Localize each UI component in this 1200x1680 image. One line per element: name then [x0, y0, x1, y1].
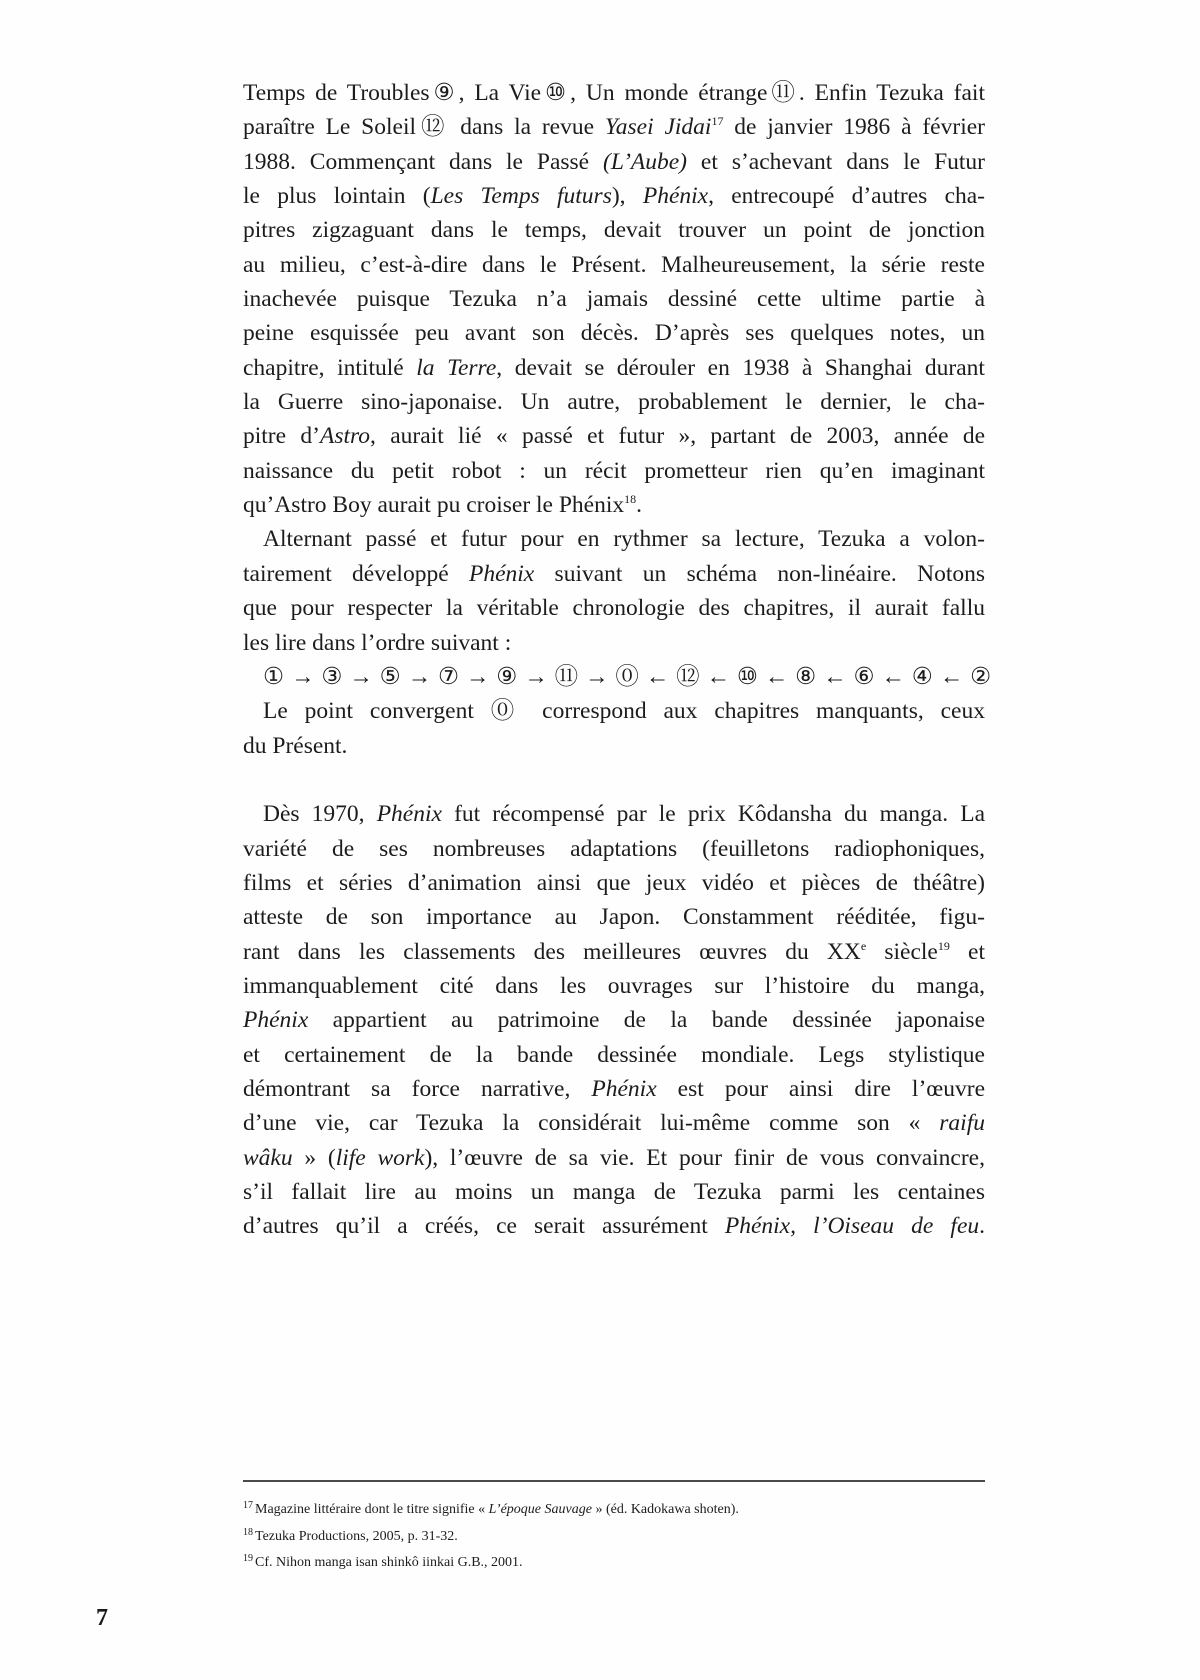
text-line	[243, 110, 985, 144]
text-line	[243, 557, 985, 591]
text-run: et certainement de la bande dessinée mondiale. Legs stylistique	[243, 1041, 985, 1068]
text-run: atteste de son importance au Japon. Constamment rééditée, figu-	[243, 904, 985, 931]
text-run: Le point convergent ⓪ correspond aux chapitres manquants, ceux	[263, 698, 985, 725]
footnote-18	[243, 1524, 985, 1551]
text-run: , entrecoupé d’autres cha-	[708, 183, 986, 210]
text-run: 1988. Commençant dans le Passé	[243, 148, 604, 175]
reading-order-sequence: ① → ③ → ⑤ → ⑦ → ⑨ → ⑪ → ⓪ ← ⑫ ← ⑩ ← ⑧ ← ⑥ ← ④ ← ②	[263, 663, 992, 690]
text-run: pitre d’	[243, 423, 320, 450]
english-term: life work	[335, 1144, 425, 1171]
text-run: appartient au patrimoine de la bande dessinée japonaise	[308, 1007, 985, 1034]
text-line	[243, 145, 985, 179]
footnote-divider	[243, 1480, 985, 1482]
text-run: naissance du petit robot : un récit prometteur rien qu’en imaginant	[243, 457, 985, 484]
japanese-term: raifu	[939, 1110, 985, 1137]
work-title: Phénix	[376, 801, 442, 828]
text-run: au milieu, c’est-à-dire dans le Présent. Malheureusement, la série reste	[243, 251, 985, 278]
text-run: de janvier 1986 à février	[723, 114, 985, 141]
text-run: immanquablement cité dans les ouvrages sur l’histoire du manga,	[243, 972, 985, 999]
text-run: du Présent.	[243, 732, 348, 759]
text-line	[243, 385, 985, 419]
text-run: , devait se dérouler en 1938 à Shanghai durant	[496, 354, 985, 381]
text-run: la Guerre sino-japonaise. Un autre, probablement le dernier, le cha-	[243, 389, 985, 416]
footnote-ref-17: 17	[711, 114, 724, 129]
text-run: paraître Le Soleil⑫ dans la revue	[243, 114, 605, 141]
text-run: et s’achevant dans le Futur	[687, 148, 986, 175]
paragraph-gap	[243, 763, 985, 797]
text-run: s’il fallait lire au moins un manga de Tezuka parmi les centaines	[243, 1179, 985, 1205]
text-run: , aurait lié « passé et futur », partant de 2003, année de	[370, 423, 986, 450]
japanese-term: wâku	[243, 1144, 293, 1171]
work-title: Phénix	[468, 560, 535, 587]
work-title: Phénix	[642, 183, 709, 210]
text-run: suivant un schéma non-linéaire. Notons	[534, 560, 985, 587]
text-line	[243, 1209, 985, 1243]
text-run: et	[949, 938, 985, 965]
text-line	[243, 729, 985, 763]
chapter-title: Astro	[319, 423, 371, 450]
text-run: d’autres qu’il a créés, ce serait assurément	[243, 1213, 725, 1240]
text-run: rant dans les classements des meilleures œuvres du XX	[243, 938, 861, 965]
footnote-number: 17	[243, 1500, 253, 1511]
footnote-17	[243, 1497, 985, 1524]
text-run: est pour ainsi dire l’œuvre	[656, 1075, 985, 1102]
footnote-ref-18: 18	[624, 492, 637, 507]
footnote-italic: L’époque Sauvage	[488, 1502, 592, 1517]
text-run: ),	[611, 183, 643, 210]
text-line	[243, 488, 985, 522]
text-line	[243, 900, 985, 934]
text-line	[243, 866, 985, 900]
text-line	[243, 1141, 985, 1175]
text-line	[243, 1106, 985, 1140]
text-line	[243, 935, 985, 969]
text-run: .	[636, 492, 643, 519]
work-title: Phénix	[243, 1007, 309, 1034]
text-run: siècle	[866, 938, 938, 965]
footnote-number: 19	[243, 1553, 253, 1564]
magazine-title: Yasei Jidai	[604, 114, 712, 141]
text-run: films et séries d’animation ainsi que jeux vidéo et pièces de théâtre)	[243, 869, 985, 896]
page-number: 7	[96, 1605, 108, 1631]
text-line	[243, 1175, 985, 1209]
text-run: que pour respecter la véritable chronologie des chapitres, il aurait fallu	[243, 595, 985, 622]
text-run: inachevée puisque Tezuka n’a jamais dessiné cette ultime partie à	[243, 286, 985, 313]
footnote-ref-19: 19	[937, 938, 950, 953]
text-line	[243, 591, 985, 625]
text-line	[243, 316, 985, 350]
text-run: » (	[292, 1144, 336, 1171]
text-run: fut récompensé par le prix Kôdansha du manga. La	[441, 801, 985, 828]
text-run: Alternant passé et futur pour en rythmer sa lecture, Tezuka a volon-	[263, 526, 985, 553]
text-run: qu’Astro Boy aurait pu croiser le Phénix	[243, 492, 625, 519]
text-run: démontrant sa force narrative,	[243, 1075, 592, 1102]
text-run: Dès 1970,	[263, 801, 377, 828]
footnote-text: Tezuka Productions, 2005, p. 31-32.	[255, 1528, 458, 1544]
footnote-text: » (éd. Kadokawa shoten).	[591, 1502, 739, 1517]
text-line	[243, 282, 985, 316]
text-line	[243, 1072, 985, 1106]
text-run: chapitre, intitulé	[243, 354, 417, 381]
text-line	[243, 694, 985, 728]
text-line	[243, 351, 985, 385]
text-line	[243, 797, 985, 831]
text-line	[243, 832, 985, 866]
footnotes	[243, 1497, 985, 1577]
text-run: variété de ses nombreuses adaptations (feuilletons radiophoniques,	[243, 835, 985, 862]
text-run: le plus lointain (	[243, 183, 431, 210]
footnote-19	[243, 1550, 985, 1577]
text-run: peine esquissée peu avant son décès. D’après ses quelques notes, un	[243, 320, 985, 347]
century-superscript: e	[860, 938, 867, 953]
text-line	[243, 454, 985, 488]
footnote-text: Cf. Nihon manga isan shinkô iinkai G.B., 2001.	[255, 1555, 523, 1570]
text-line	[243, 248, 985, 282]
text-run: tairement développé	[243, 560, 469, 587]
work-title: Phénix, l’Oiseau de feu	[724, 1213, 980, 1240]
chapter-title: Les Temps futurs	[430, 183, 612, 210]
text-line	[243, 1003, 985, 1037]
text-line	[243, 969, 985, 1003]
footnote-text: Magazine littéraire dont le titre signifie «	[255, 1502, 489, 1517]
text-line	[243, 626, 985, 660]
chapter-title: (L’Aube)	[603, 148, 688, 175]
text-line	[243, 1038, 985, 1072]
text-run: les lire dans l’ordre suivant :	[243, 629, 512, 656]
text-line	[243, 213, 985, 247]
text-line	[243, 419, 985, 453]
text-run: .	[979, 1213, 985, 1240]
chapter-title: la Terre	[416, 354, 497, 381]
text-run: pitres zigzaguant dans le temps, devait trouver un point de jonction	[243, 217, 985, 244]
work-title: Phénix	[591, 1075, 657, 1102]
main-text	[243, 76, 992, 1244]
text-line	[243, 179, 985, 213]
text-line	[243, 76, 985, 110]
footnote-number: 18	[243, 1526, 253, 1538]
text-line	[243, 522, 985, 556]
text-run: Temps de Troubles⑨, La Vie⑩, Un monde étrange⑪. Enfin Tezuka fait	[243, 80, 985, 106]
text-run: d’une vie, car Tezuka la considérait lui-même comme son «	[243, 1110, 940, 1137]
text-run: ), l’œuvre de sa vie. Et pour finir de vous convaincre,	[424, 1144, 985, 1171]
